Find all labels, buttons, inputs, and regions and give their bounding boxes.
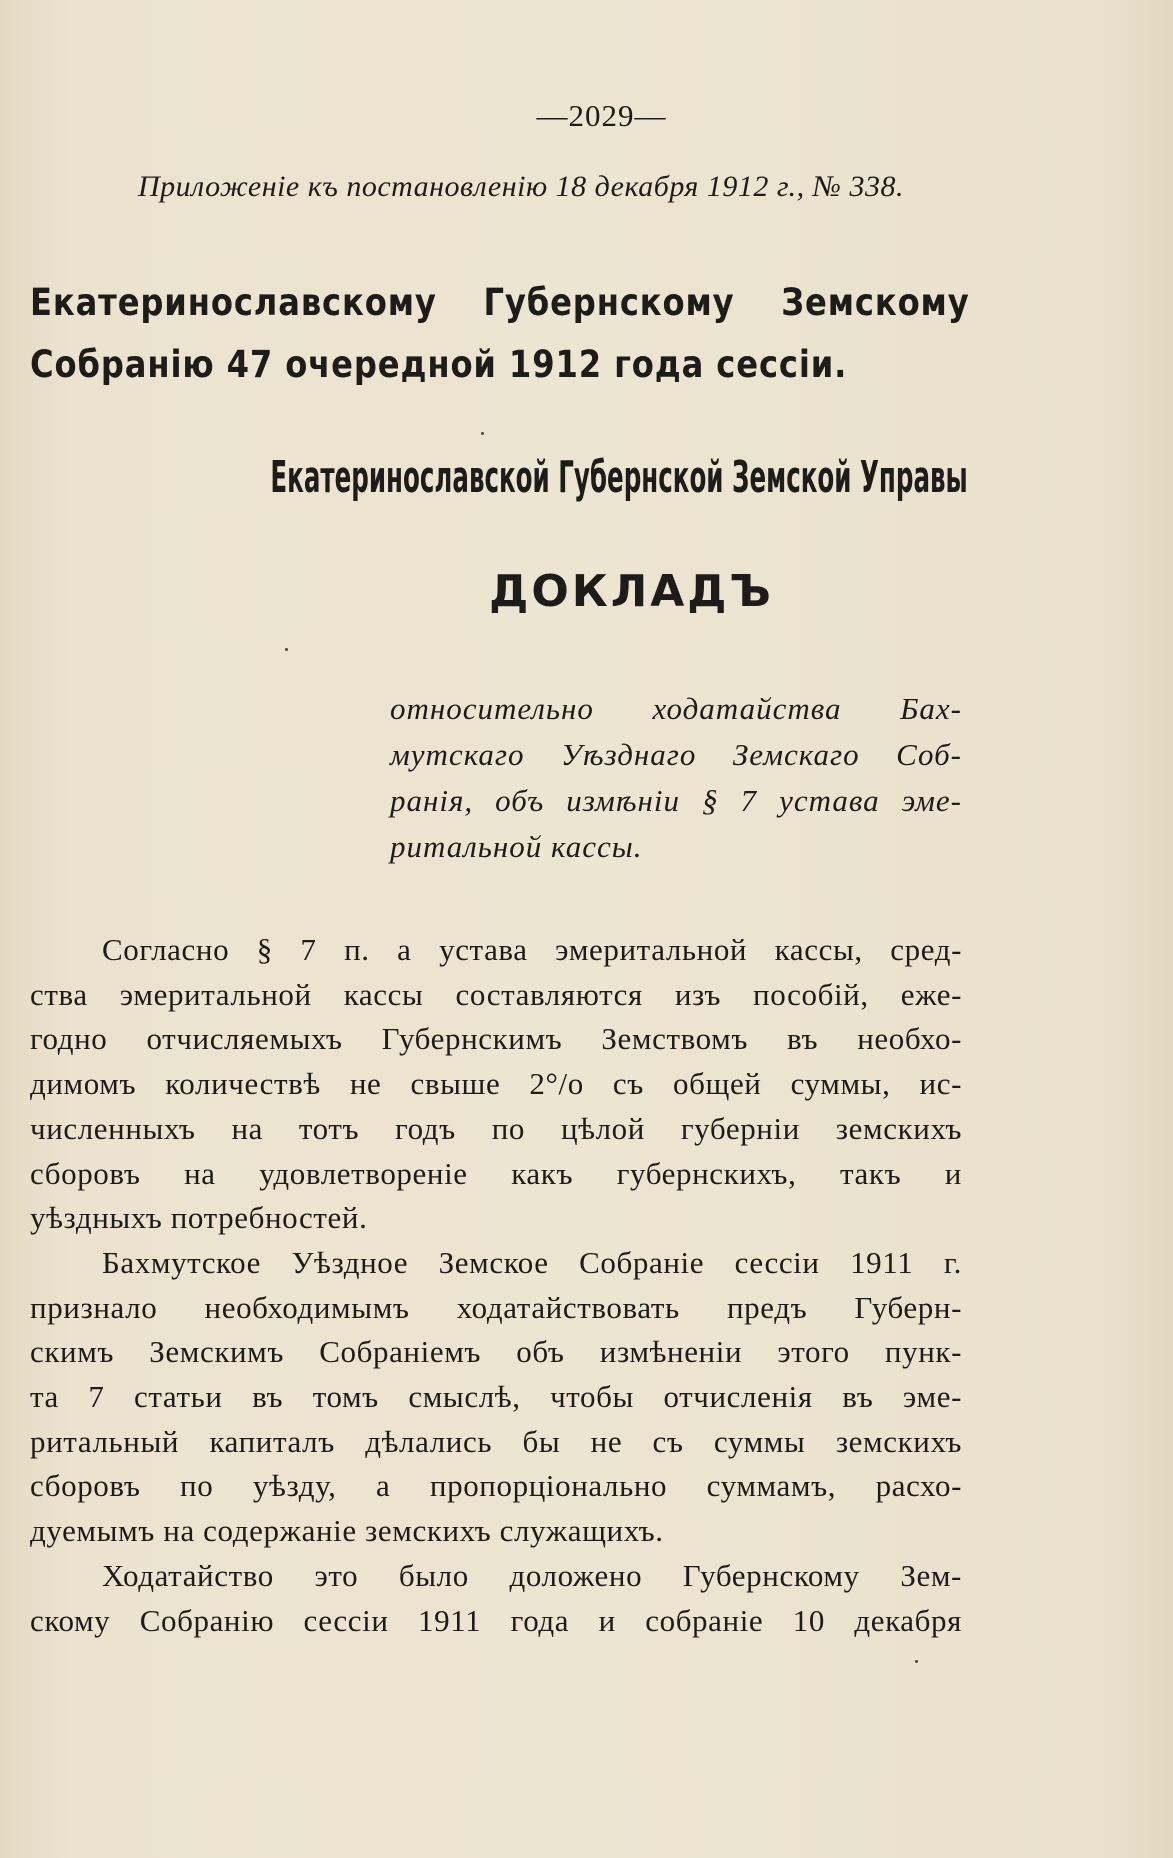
body-line: скому Собранію сессіи 1911 года и собраніе 10 декабря [30,1602,962,1638]
body-line: численныхъ на тотъ годъ по цѣлой губерніи земскихъ [30,1110,962,1146]
body-line: та 7 статьи въ томъ смыслѣ, чтобы отчисленія въ эме- [30,1379,962,1415]
body-line: дуемымъ на содержаніе земскихъ служащихъ. [30,1513,664,1549]
subject-line: относительно ходатайства Бах- [390,691,962,726]
body-line: Бахмутское Уѣздное Земское Собраніе сессіи 1911 г. [102,1244,962,1280]
document-type-heading: ДОКЛАДЪ [489,566,774,617]
body-line: димомъ количествѣ не свыше 2°/о съ общей суммы, ис- [30,1066,962,1102]
body-line: ритальный капиталъ дѣлались бы не съ суммы земскихъ [30,1423,962,1459]
page-number: —2029— [536,98,667,133]
body-line: уѣздныхъ потребностей. [30,1200,368,1236]
body-line: скимъ Земскимъ Собраніемъ объ измѣненіи этого пунк- [30,1334,962,1370]
body-text [30,928,962,1643]
subject-block [390,686,962,870]
print-speck [285,648,288,651]
subject-line: ранія, объ измѣніи § 7 устава эме- [390,783,962,818]
subject-line: мутскаго Уѣзднаго Земскаго Соб- [390,737,962,772]
body-line: годно отчисляемыхъ Губернскимъ Земствомъ въ необхо- [30,1021,962,1057]
body-line: Согласно § 7 п. а устава эмеритальной кассы, сред- [102,932,962,967]
body-line: сборовъ на удовлетвореніе какъ губернскихъ, такъ и [30,1155,962,1191]
print-speck [481,432,484,435]
body-line: Ходатайство это было доложено Губернскому Зем- [102,1557,962,1593]
issuing-board: Екатеринославской Губернской Земской Управы [270,452,968,503]
body-line: ства эмеритальной кассы составляются изъ пособій, еже- [30,976,962,1012]
subject-line: ритальной кассы. [390,829,643,864]
body-line: признало необходимымъ ходатайствовать предъ Губерн- [30,1289,962,1325]
document-title: Екатеринославскому Губернскому Земскому Собранію 47 очередной 1912 года сессіи. [30,281,970,386]
appendix-note: Приложеніе къ постановленію 18 декабря 1912 г., № 338. [138,170,904,203]
body-line: сборовъ по уѣзду, а пропорціонально суммамъ, расхо- [30,1468,962,1504]
print-speck [915,1660,918,1663]
